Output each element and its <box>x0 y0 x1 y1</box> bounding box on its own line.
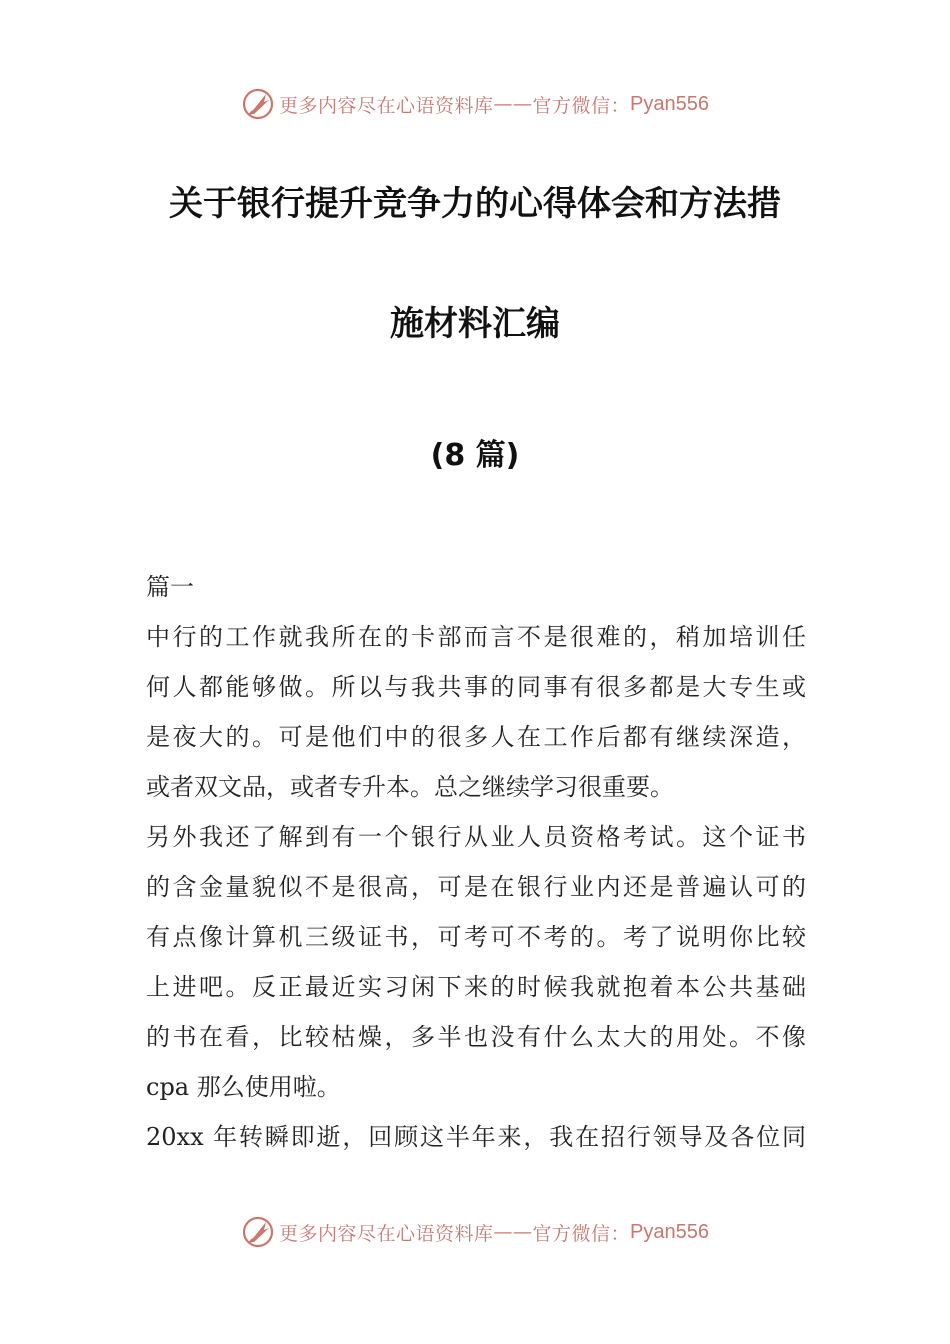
paragraph-line: 20xx 年转瞬即逝，回顾这半年来，我在招行领导及各位同 <box>146 1123 806 1151</box>
quill-logo-icon <box>241 1215 275 1249</box>
paragraph-line: 是夜大的。可是他们中的很多人在工作后都有继续深造， <box>146 723 806 751</box>
section-heading: 篇一 <box>146 573 194 601</box>
watermark-banner-top <box>0 84 950 124</box>
watermark-label: 官方微信： <box>532 94 631 117</box>
paragraph-line: cpa 那么使用啦。 <box>146 1073 341 1101</box>
paragraph-line: 或者双文品，或者专升本。总之继续学习很重要。 <box>146 773 674 801</box>
paragraph-line: 中行的工作就我所在的卡部而言不是很难的，稍加培训任 <box>146 623 806 651</box>
watermark-dash: —— <box>493 93 533 115</box>
quill-logo-icon <box>241 87 275 121</box>
document-body <box>146 568 806 1168</box>
watermark-dash: —— <box>493 1221 533 1243</box>
paragraph-line: 何人都能够做。所以与我共事的同事有很多都是大专生或 <box>146 673 806 701</box>
watermark-banner-bottom <box>0 1212 950 1252</box>
watermark-wechat-id: Pyan556 <box>630 92 709 115</box>
paragraph-line: 另外我还了解到有一个银行从业人员资格考试。这个证书 <box>146 823 806 851</box>
paragraph-line: 的书在看，比较枯燥，多半也没有什么太大的用处。不像 <box>146 1023 806 1051</box>
document-title-line-1: 关于银行提升竞争力的心得体会和方法措 <box>169 184 781 224</box>
watermark-wechat-id: Pyan556 <box>630 1220 709 1243</box>
paragraph-line: 有点像计算机三级证书，可考可不考的。考了说明你比较 <box>146 923 806 951</box>
paragraph-line: 上进吧。反正最近实习闲下来的时候我就抱着本公共基础 <box>146 973 806 1001</box>
document-title-line-2: 施材料汇编 <box>390 304 560 344</box>
paragraph-line: 的含金量貌似不是很高，可是在银行业内还是普遍认可的 <box>146 873 806 901</box>
document-title-count: (8 篇) <box>430 438 520 473</box>
watermark-label: 官方微信： <box>532 1222 631 1245</box>
watermark-text: 更多内容尽在心语资料库 <box>279 94 494 117</box>
watermark-text: 更多内容尽在心语资料库 <box>279 1222 494 1245</box>
